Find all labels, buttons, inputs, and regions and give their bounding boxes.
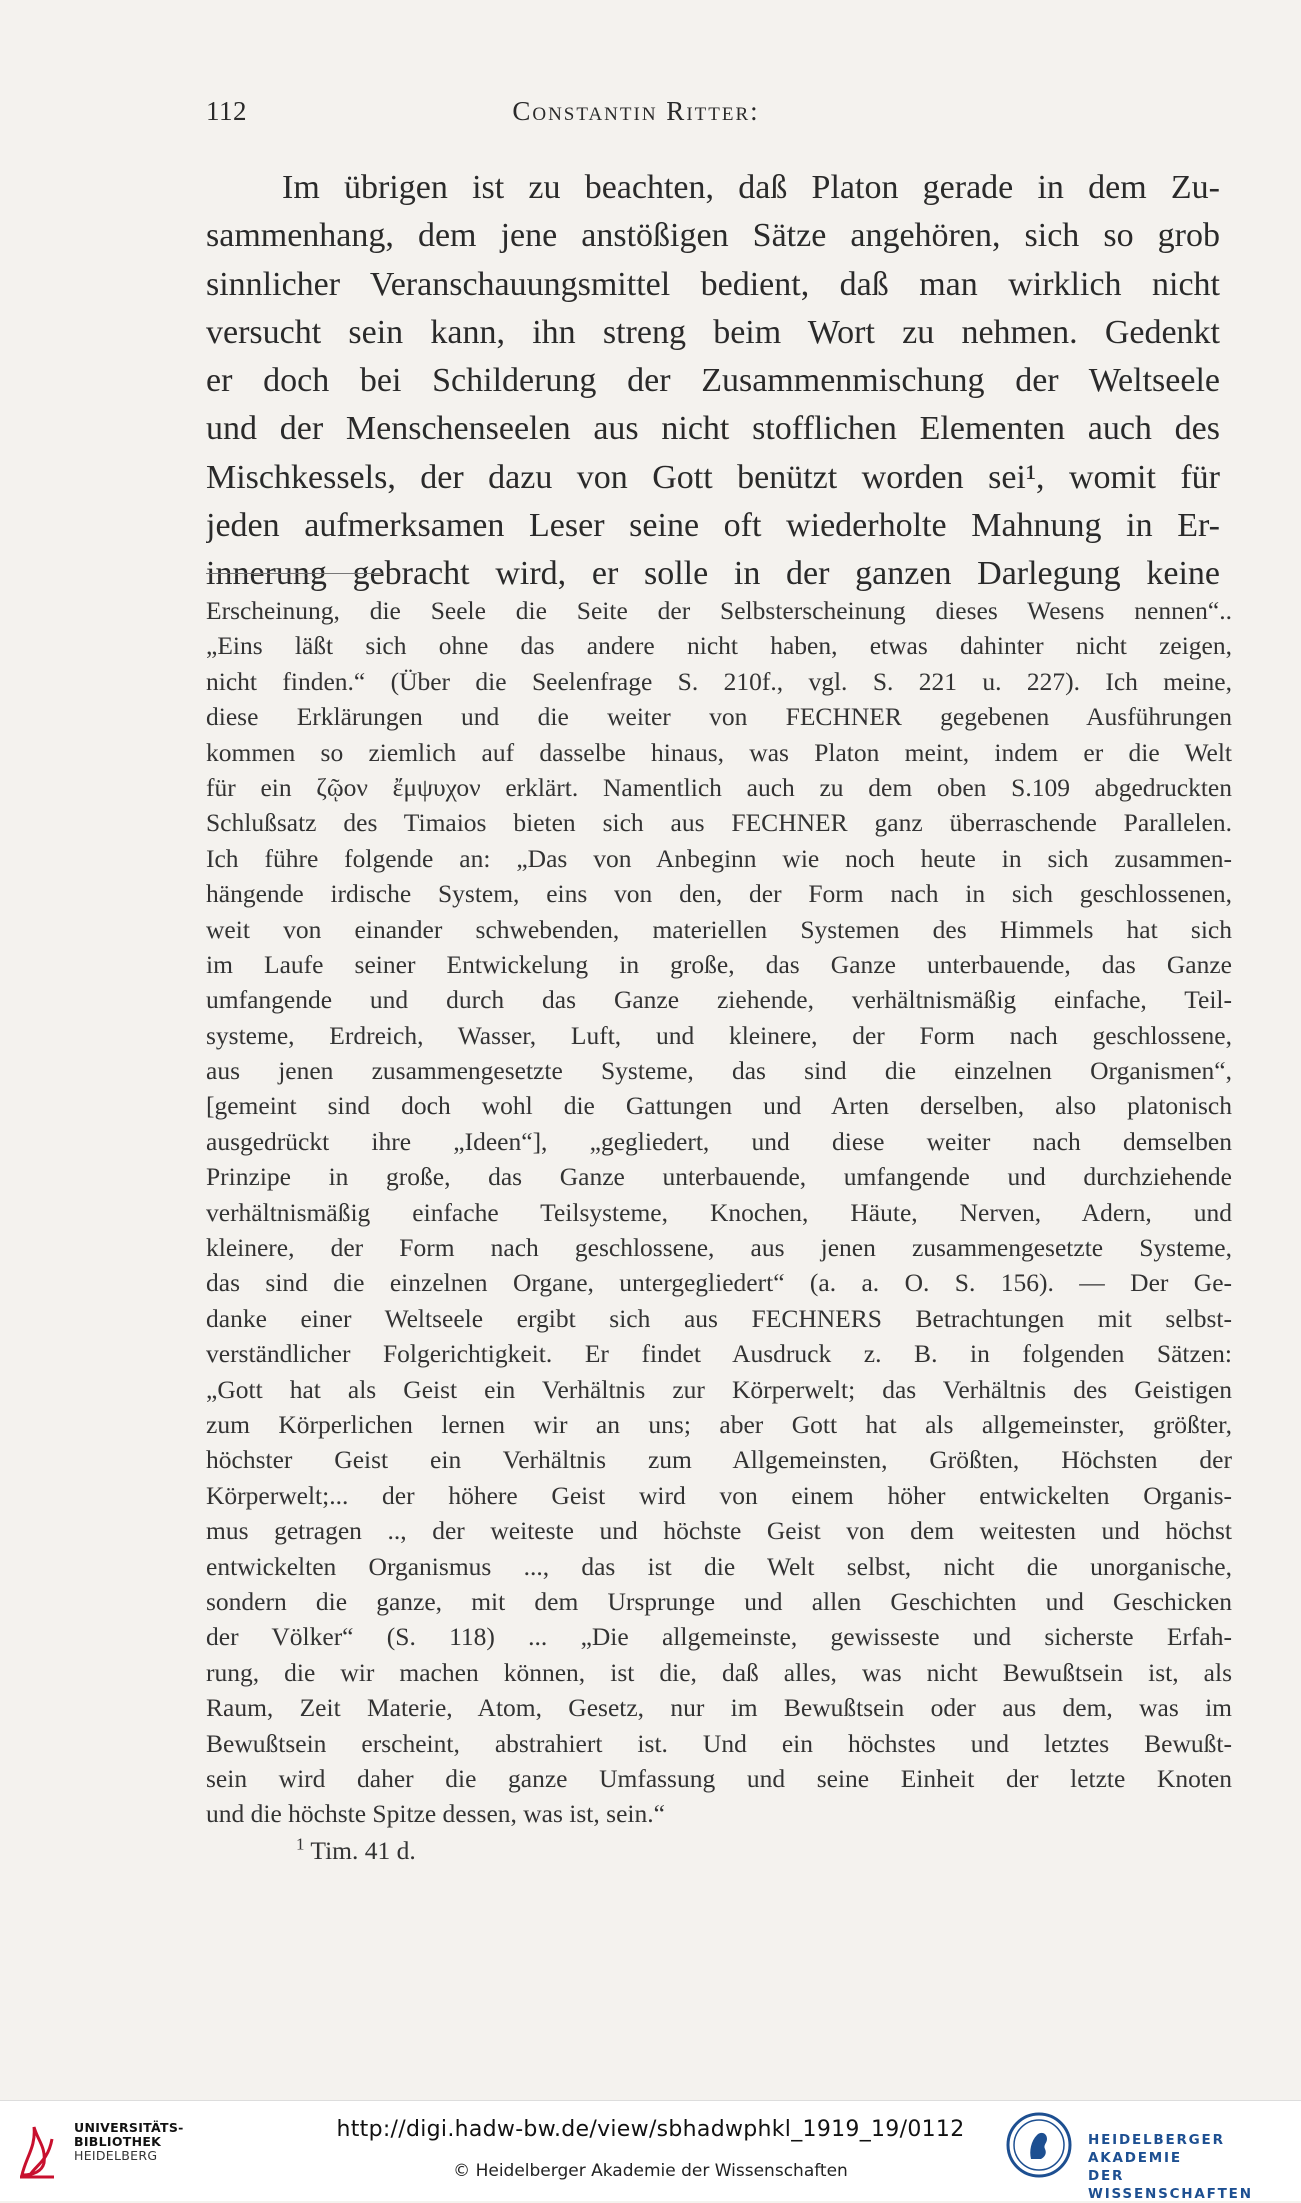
footnote-line: sein wird daher die ganze Umfassung und seine Einheit der letzte Knoten: [206, 1763, 1232, 1793]
footnote-line: Schlußsatz des Timaios bieten sich aus FECHNER ganz überraschende Parallelen.: [206, 808, 1232, 838]
footnote-line: kommen so ziemlich auf dasselbe hinaus, was Platon meint, indem er die Welt: [206, 737, 1232, 767]
footnote-line: im Laufe seiner Entwickelung in große, das Ganze unterbauende, das Ganze: [206, 949, 1232, 979]
footnote-line: Prinzipe in große, das Ganze unterbauende, umfangende und durchziehende: [206, 1162, 1232, 1192]
footnote-block: [206, 593, 1232, 1868]
footnote-line: entwickelten Organismus ..., das ist die Welt selbst, nicht die unorganische,: [206, 1551, 1232, 1581]
footnote-line: aus jenen zusammengesetzte Systeme, das sind die einzelnen Organismen“,: [206, 1056, 1232, 1086]
footnote-line: „Gott hat als Geist ein Verhältnis zur Körperwelt; das Verhältnis des Geistigen: [206, 1374, 1232, 1404]
library-name-line: BIBLIOTHEK: [74, 2134, 162, 2149]
academy-name: [1088, 2131, 1293, 2203]
body-line: sammenhang, dem jene anstößigen Sätze angehören, sich so grob: [206, 217, 1220, 255]
footnote-1-text: Tim. 41 d.: [310, 1835, 416, 1865]
body-line: und der Menschenseelen aus nicht stofflichen Elementen auch des: [206, 410, 1220, 448]
footnote-separator: [206, 573, 382, 574]
footnote-line: Ich führe folgende an: „Das von Anbeginn wie noch heute in sich zusammen-: [206, 843, 1232, 873]
body-line: versucht sein kann, ihn streng beim Wort zu nehmen. Gedenkt: [206, 313, 1220, 351]
running-title: Constantin Ritter:: [512, 96, 760, 126]
body-line: Mischkessels, der dazu von Gott benützt worden sei¹, womit für: [206, 458, 1220, 496]
main-paragraph: [206, 164, 1220, 599]
academy-seal-icon: [1005, 2111, 1073, 2179]
body-line: sinnlicher Veranschauungsmittel bedient, daß man wirklich nicht: [206, 265, 1220, 303]
footnote-line: weit von einander schwebenden, materiellen Systemen des Himmels hat sich: [206, 914, 1232, 944]
copyright-notice: © Heidelberger Akademie der Wissenschaften: [453, 2161, 848, 2181]
page-number: 112: [206, 96, 247, 126]
footnote-line: ausgedrückt ihre „Ideen“], „gegliedert, und diese weiter nach demselben: [206, 1126, 1232, 1156]
footnote-line: rung, die wir machen können, ist die, daß alles, was nicht Bewußtsein ist, als: [206, 1657, 1232, 1687]
body-line: Im übrigen ist zu beachten, daß Platon gerade in dem Zu-: [282, 169, 1220, 206]
academy-name-line: DER WISSENSCHAFTEN: [1088, 2168, 1253, 2202]
footnote-line: hängende irdische System, eins von den, der Form nach in sich geschlossenen,: [206, 879, 1232, 909]
footnote-marker: 1: [296, 1834, 305, 1854]
footnote-line: [gemeint sind doch wohl die Gattungen und Arten derselben, also platonisch: [206, 1091, 1232, 1121]
footnote-line: kleinere, der Form nach geschlossene, aus jenen zusammengesetzte Systeme,: [206, 1233, 1232, 1263]
footnote-line: für ein ζῷον ἔμψυχον erklärt. Namentlich auch zu dem oben S.109 abgedruckten: [206, 772, 1232, 802]
footnote-line: umfangende und durch das Ganze ziehende, verhältnismäßig einfache, Teil-: [206, 985, 1232, 1015]
footnote-line: Erscheinung, die Seele die Seite der Selbsterscheinung dieses Wesens nennen“..: [206, 596, 1232, 625]
footnote-line: Bewußtsein erscheint, abstrahiert ist. Und ein höchstes und letztes Bewußt-: [206, 1728, 1232, 1758]
footnote-line: der Völker“ (S. 118) ... „Die allgemeinste, gewisseste und sicherste Erfah-: [206, 1622, 1232, 1652]
footnote-line: Raum, Zeit Materie, Atom, Gesetz, nur im Bewußtsein oder aus dem, was im: [206, 1693, 1232, 1723]
body-line: jeden aufmerksamen Leser seine oft wiederholte Mahnung in Er-: [206, 507, 1220, 545]
page-url-link[interactable]: http://digi.hadw-bw.de/view/sbhadwphkl_1919_19/0112: [336, 2117, 965, 2142]
footer-bar: [0, 2100, 1301, 2201]
footnote-line: diese Erklärungen und die weiter von FECHNER gegebenen Ausführungen: [206, 702, 1232, 732]
footnote-line: verhältnismäßig einfache Teilsysteme, Knochen, Häute, Nerven, Adern, und: [206, 1197, 1232, 1227]
footnote-line: sondern die ganze, mit dem Ursprunge und allen Geschichten und Geschicken: [206, 1586, 1232, 1616]
footnote-line: höchster Geist ein Verhältnis zum Allgemeinsten, Größten, Höchsten der: [206, 1445, 1232, 1475]
library-name-line: HEIDELBERG: [74, 2148, 158, 2163]
footnote-line: „Eins läßt sich ohne das andere nicht haben, etwas dahinter nicht zeigen,: [206, 631, 1232, 661]
footnote-1: [206, 1833, 1232, 1868]
running-head: [206, 96, 1226, 136]
footnote-line: das sind die einzelnen Organe, untergegliedert“ (a. a. O. S. 156). — Der Ge-: [206, 1268, 1232, 1298]
footnote-line: und die höchste Spitze dessen, was ist, sein.“: [206, 1799, 665, 1829]
library-name-line: UNIVERSITÄTS-: [74, 2120, 184, 2135]
footnote-line: nicht finden.“ (Über die Seelenfrage S. 210f., vgl. S. 221 u. 227). Ich meine,: [206, 666, 1232, 696]
body-line: er doch bei Schilderung der Zusammenmischung der Weltseele: [206, 362, 1220, 400]
academy-name-line: HEIDELBERGER AKADEMIE: [1088, 2132, 1225, 2166]
footnote-line: Körperwelt;... der höhere Geist wird von einem höher entwickelten Organis-: [206, 1480, 1232, 1510]
footnote-line: mus getragen .., der weiteste und höchste Geist von dem weitesten und höchst: [206, 1516, 1232, 1546]
footnote-line: verständlicher Folgerichtigkeit. Er findet Ausdruck z. B. in folgenden Sätzen:: [206, 1339, 1232, 1369]
academy-logo[interactable]: [1003, 2109, 1293, 2202]
footnote-line: systeme, Erdreich, Wasser, Luft, und kleinere, der Form nach geschlossene,: [206, 1020, 1232, 1050]
footnote-line: danke einer Weltseele ergibt sich aus FECHNERS Betrachtungen mit selbst-: [206, 1303, 1232, 1333]
footnote-line: zum Körperlichen lernen wir an uns; aber Gott hat als allgemeinster, größter,: [206, 1409, 1232, 1439]
body-line: innerung gebracht wird, er solle in der ganzen Darlegung keine: [206, 555, 1220, 593]
